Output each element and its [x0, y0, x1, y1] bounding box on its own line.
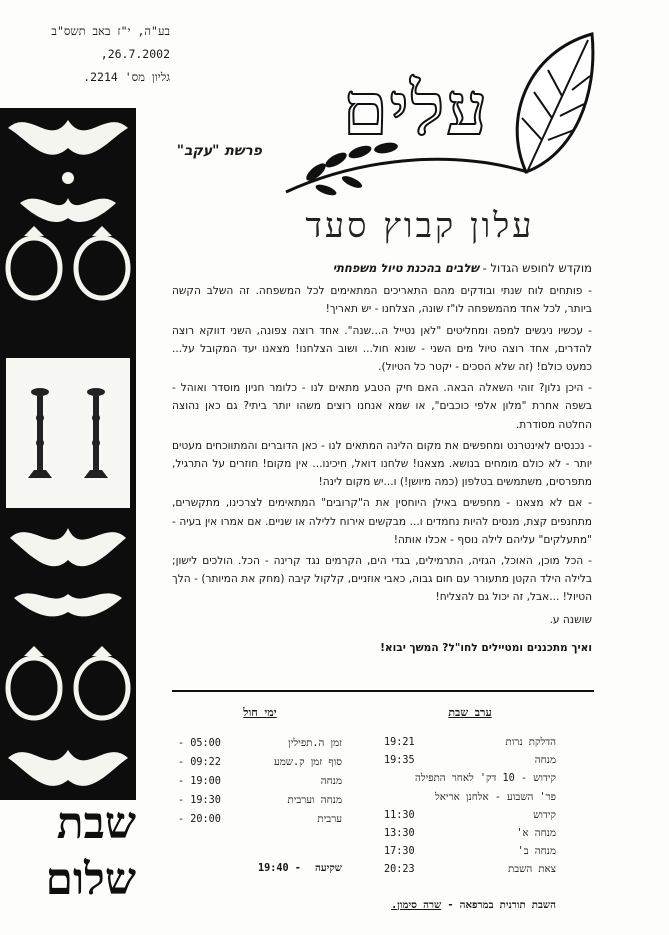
article-signature: שושנה ע.	[549, 613, 592, 626]
time-value: - 09:22	[178, 757, 221, 768]
time-label: מנחה	[534, 755, 556, 767]
time-label: הדלקת נרות	[505, 737, 556, 748]
hebrew-date: בע"ה, י"ז באב תשס"ב	[51, 24, 170, 38]
article-paragraph: - פותחים לוח שנתי ובודקים מהם התאריכים המתאימים לכל המשפחה. זה השלב הקשה ביותר, לכל אחד מהמשפחה לו"ז שונה, הצלחנו - יש תאריך!	[172, 285, 592, 316]
erev-shabbat-heading: ערב שבת	[448, 706, 492, 719]
time-label: ערבית	[317, 814, 342, 825]
footer-text: השבת תורנית במרפאה -	[447, 900, 556, 911]
shalom-word: שלום	[45, 854, 136, 905]
divider-line	[172, 690, 594, 692]
article	[172, 259, 592, 657]
time-value: 19:35	[384, 755, 415, 767]
time-value: - 20:00	[178, 814, 221, 825]
weekday-heading: ימי חול	[243, 706, 277, 719]
time-label: מנחה	[320, 776, 342, 787]
time-row	[178, 772, 342, 791]
time-value: 13:30	[384, 827, 415, 839]
time-value: 20:23	[384, 864, 415, 876]
headline-prefix: מוקדש לחופש הגדול -	[482, 261, 592, 275]
time-row	[384, 807, 556, 825]
footer-note	[172, 900, 556, 911]
time-label: קידוש	[533, 809, 556, 821]
time-label: צאת השבת	[508, 864, 556, 876]
time-row	[384, 770, 556, 788]
article-paragraph: - עכשיו ניגשים למפה ומחליטים "לאן נטייל ה...שנה". אחד רוצה צפונה, השני דווקא רוצה להדרים, אחד רוצה טיול מים השני - שונא חול... ושוב הצלחנו! מצאנו יעד המקובל על... כמעט כולם! (זה שלא הסכים - יקטר כל הטיול).	[172, 324, 592, 374]
time-value: - 19:30	[178, 795, 221, 806]
footer-name: שרה סימון.	[391, 900, 442, 911]
article-headline	[172, 259, 592, 277]
time-row	[178, 734, 342, 753]
time-row	[384, 734, 556, 752]
ornament-graphic	[0, 108, 136, 800]
time-row	[384, 825, 556, 843]
time-row	[384, 789, 556, 807]
time-value: 19:21	[384, 737, 415, 748]
newsletter-subtitle: עלון קבוץ סעד	[305, 206, 535, 246]
time-value: 17:30	[384, 846, 415, 858]
article-paragraph: - נכנסים לאינטרנט ומחפשים את מקום הלינה המתאים לנו - כאן הדוברים והמתווכחים מעטים יותר - לא כולם מומחים בנושא. מצאנו! שלחנו דואל, חיכינו... אין מקום! חוזרים על התרגיל, מתפרסים, משתמשים בטלפון (כמה מיושן!) ו...יש מקום לינה!	[172, 439, 592, 489]
sunset-time	[258, 863, 342, 874]
time-label: פר' השבוע - אלחנן אריאל	[435, 791, 556, 803]
time-value: 11:30	[384, 809, 415, 821]
sunset-value: - 19:40	[258, 863, 301, 874]
time-row	[178, 791, 342, 810]
article-paragraph: - היכן נלון? זוהי השאלה הבאה. האם חיק הטבע מתאים לנו - כלומר חניון מוסדר ואוהל - בשפה אחרת "מלון אלפי כוכבים", או שמא אנחנו רוצים משהו יותר ביתי? גם כאן נהוצה החלטה מסודרת.	[172, 382, 592, 431]
article-paragraph: - אם לא מצאנו - מחפשים באילן היוחסין את ה"קרובים" המתאימים לצרכינו, מתקשרים, מתחנפים קצת, מנסים להיות נחמדים ו... מבקשים אירוח ללילה או שניים. אם אמרו אין בעיה - "מתעלקים" עליהם לילה נוסף - אכלו אותה!	[172, 497, 592, 546]
decorative-strip	[0, 108, 136, 800]
time-row	[178, 810, 342, 829]
time-value: - 19:00	[178, 776, 221, 787]
time-label: זמן ה.תפילין	[288, 738, 342, 749]
weekday-times	[178, 706, 342, 829]
time-row	[384, 843, 556, 861]
time-label: קידוש - 10 דק' לאחר התפילה	[414, 773, 556, 785]
erev-shabbat-times	[384, 706, 556, 880]
headline-title: שלבים בהכנת טיול משפחתי	[332, 261, 479, 275]
article-closing: ואיך מתכננים ומטיילים לחו"ל? המשך יבוא!	[380, 641, 592, 654]
parasha-label: פרשת "עקב"	[176, 143, 262, 159]
time-label: סוף זמן ק.שמע	[273, 757, 342, 768]
issue-number: גליון מס' 2214.	[83, 70, 170, 84]
time-row	[384, 861, 556, 879]
sunset-label: שקיעה	[315, 863, 342, 874]
time-row	[178, 753, 342, 772]
gregorian-date: 26.7.2002,	[100, 47, 170, 61]
logo-word: עלים	[342, 66, 490, 151]
shabbat-word: שבת	[56, 798, 136, 849]
issue-info	[10, 20, 170, 89]
time-label: מנחה א'	[516, 827, 556, 839]
shabbat-shalom-title	[0, 796, 136, 908]
article-paragraph: - הכל מוכן, האוכל, הגזיה, התרמילים, בגדי הים, הקרמים נגד קרינה - הכל. הולכים לישון; בלילה הילד הקטן מתעורר עם חום גבוה, כאבי אוזניים, קלקול קיבה (מחק את המיותר) - הלך הטיול! ...אבל, זה יכול גם להצליח!	[172, 555, 592, 604]
time-label: מנחה וערבית	[287, 795, 342, 806]
time-row	[384, 752, 556, 770]
time-value: - 05:00	[178, 738, 221, 749]
time-label: מנחה ב'	[517, 846, 556, 858]
